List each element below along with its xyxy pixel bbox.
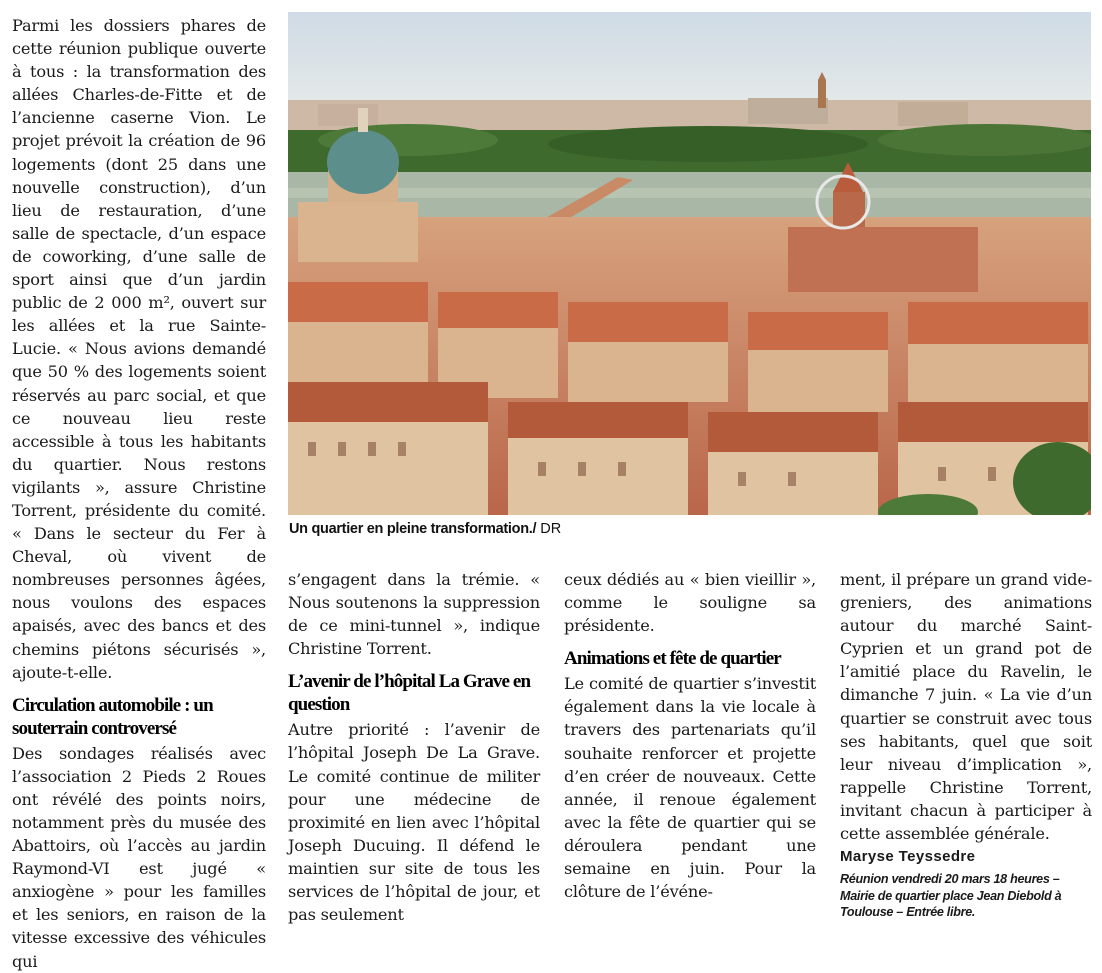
event-info: Réunion vendredi 20 mars 18 heures – Mairie de quartier place Jean Diebold à Toulouse – Entrée libre. (840, 872, 1062, 920)
article-column-2 (288, 568, 540, 926)
paragraph-tunnel-continued: s’engagent dans la trémie. « Nous soutenons la suppression de ce mini-tunnel », indique Christine Torrent. (288, 570, 540, 659)
subheading-animations: Animations et fête de quartier (564, 648, 781, 670)
article-column-3 (564, 568, 816, 903)
subheading-circulation: Circulation automobile : un souterrain controversé (12, 694, 213, 739)
caption-text: Un quartier en pleine transformation./ (289, 521, 537, 537)
paragraph-intro: Parmi les dossiers phares de cette réunion publique ouverte à tous : la transformation des allées Charles-de-Fitte et de l’ancienne caserne Vion. Le projet prévoit la création de 96 logements (dont 25 dans une nouvelle construction), d’un lieu de restauration, d’une salle de spectacle, d’un espace de coworking, d’une salle de sport ainsi que d’un jardin public de 2 000 m², ouvert sur les allées et la rue Sainte-Lucie. « Nous avions demandé que 50 % des logements soient réservés au parc social, et que ce nouveau lieu reste accessible à tous les habitants du quartier. Nous restons vigilants », assure Christine Torrent, présidente du comité. « Dans le secteur du Fer à Cheval, où vivent de nombreuses personnes âgées, nous voulons des espaces apaisés, avec des bancs et des chemins piétons sécurisés », ajoute-t-elle. (12, 16, 266, 682)
paragraph-fete-continued: ment, il prépare un grand vide-greniers, des animations autour du marché Saint-Cyprien et un grand pot de l’amitié place du Ravelin, le dimanche 7 juin. « La vie d’un quartier se construit avec tous ses habitants, quel que soit leur niveau d’implication », rappelle Christine Torrent, invitant chacun à participer à cette assemblée générale. (840, 570, 1092, 844)
paragraph-animations: Le comité de quartier s’investit également dans la vie locale à travers des partenariats qu’il souhaite renforcer et projette d’en créer de nouveaux. Cette année, il renoue également avec la fête de quartier qui se déroulera pendant une semaine en juin. Pour la clôture de l’événe- (564, 674, 816, 902)
paragraph-hopital-continued: ceux dédiés au « bien vieillir », comme le souligne sa présidente. (564, 570, 816, 636)
paragraph-circulation: Des sondages réalisés avec l’association 2 Pieds 2 Roues ont révélé des points noirs, notamment près du musée des Abattoirs, où l’accès au jardin Raymond-VI est jugé « anxiogène » pour les familles et les seniors, en raison de la vitesse excessive des véhicules qui (12, 743, 266, 971)
subheading-hopital: L’avenir de l’hôpital La Grave en question (288, 671, 531, 716)
article-photo (288, 12, 1091, 515)
toulouse-rooftops-image (288, 12, 1091, 515)
photo-caption (289, 520, 1089, 538)
author-byline: Maryse Teyssedre (840, 848, 976, 866)
paragraph-hopital: Autre priorité : l’avenir de l’hôpital Joseph De La Grave. Le comité continue de militer pour une médecine de proximité en lien avec l’hôpital Joseph Ducuing. Il défend le maintien sur site de tous les services de l’hôpital de jour, et pas seulement (288, 720, 540, 925)
article-column-1 (12, 14, 266, 973)
photo-credit: DR (536, 521, 562, 537)
article-column-4 (840, 568, 1092, 921)
